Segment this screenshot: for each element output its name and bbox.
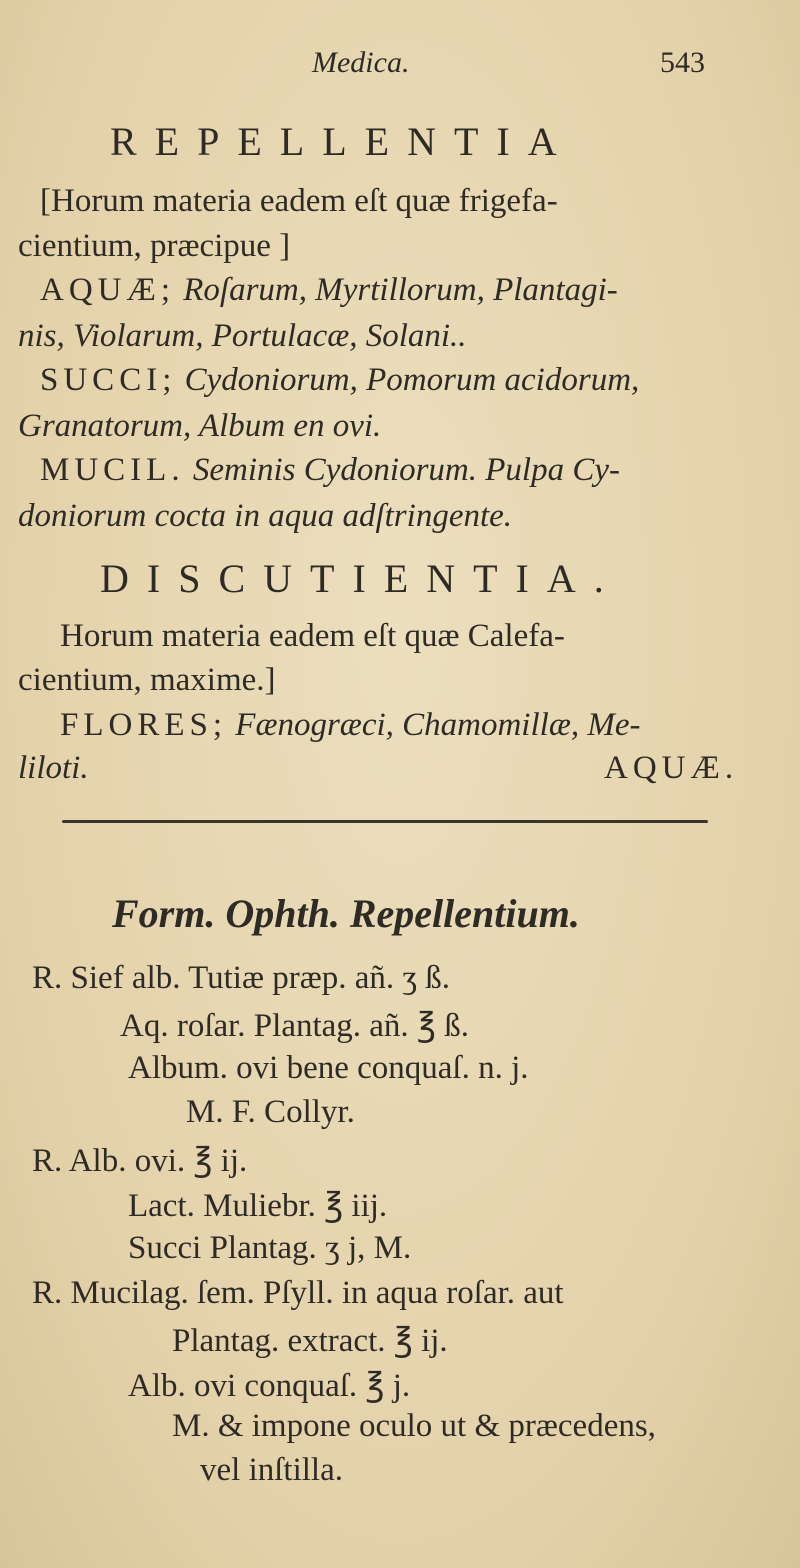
repellentia-succi-line-1: [40, 362, 639, 399]
formula-line: Aq. roſar. Plantag. añ. ℥ ß.: [120, 1008, 469, 1044]
succi-text: Cydoniorum, Pomorum acidorum,: [184, 362, 640, 398]
aquae-text: Roſarum, Myrtillorum, Plantagi-: [183, 272, 618, 308]
formula-line: R. Mucilag. ſem. Pſyll. in aqua roſar. aut: [32, 1275, 564, 1311]
section-divider-rule: [62, 820, 708, 823]
repellentia-succi-line-2: Granatorum, Album en ovi.: [18, 408, 382, 444]
repellentia-mucil-line-2: doniorum cocta in aqua adſtringente.: [18, 498, 513, 534]
repellentia-intro-line-1: [Horum materia eadem eſt quæ frigefa-: [40, 183, 558, 219]
formula-line: Alb. ovi conquaſ. ℥ j.: [128, 1368, 411, 1404]
formula-line: Plantag. extract. ℥ ij.: [172, 1323, 448, 1359]
succi-label: SUCCI;: [40, 362, 177, 398]
formula-line: Lact. Muliebr. ℥ iij.: [128, 1188, 388, 1224]
formula-line: Album. ovi bene conquaſ. n. j.: [128, 1050, 529, 1086]
mucil-text: Seminis Cydoniorum. Pulpa Cy-: [192, 452, 620, 488]
discutientia-aquae-label: AQUÆ.: [604, 750, 739, 786]
discutientia-intro-line-2: cientium, maxime.]: [18, 662, 276, 698]
section-heading-repellentia: REPELLENTIA: [110, 119, 575, 164]
aquae-label: AQUÆ;: [40, 272, 176, 308]
repellentia-aquae-line-1: [40, 272, 618, 309]
flores-label: FLORES;: [60, 707, 228, 743]
formula-line: Succi Plantag. ʒ j, M.: [128, 1230, 412, 1266]
formula-line: vel inſtilla.: [200, 1452, 343, 1488]
formula-line: R. Sief alb. Tutiæ præp. añ. ʒ ß.: [32, 960, 451, 996]
discutientia-flores-line-1: [60, 707, 640, 744]
formula-line: M. & impone oculo ut & præcedens,: [172, 1408, 656, 1444]
repellentia-aquae-line-2: nis, Violarum, Portulacæ, Solani..: [18, 318, 467, 354]
repellentia-mucil-line-1: [40, 452, 620, 489]
section-heading-discutientia: DISCUTIENTIA.: [100, 556, 622, 601]
flores-text: Fænogræci, Chamomillæ, Me-: [235, 707, 641, 743]
discutientia-intro-line-1: Horum materia eadem eſt quæ Calefa-: [60, 618, 565, 654]
formula-line: R. Alb. ovi. ℥ ij.: [32, 1143, 248, 1179]
running-header-title: Medica.: [312, 46, 410, 79]
formula-line: M. F. Collyr.: [186, 1094, 355, 1130]
page-number: 543: [660, 46, 705, 79]
discutientia-flores-line-2: liloti.: [18, 750, 89, 786]
formula-section-title: Form. Ophth. Repellentium.: [112, 891, 580, 936]
mucil-label: MUCIL.: [40, 452, 185, 488]
repellentia-intro-line-2: cientium, præcipue ]: [18, 228, 291, 264]
